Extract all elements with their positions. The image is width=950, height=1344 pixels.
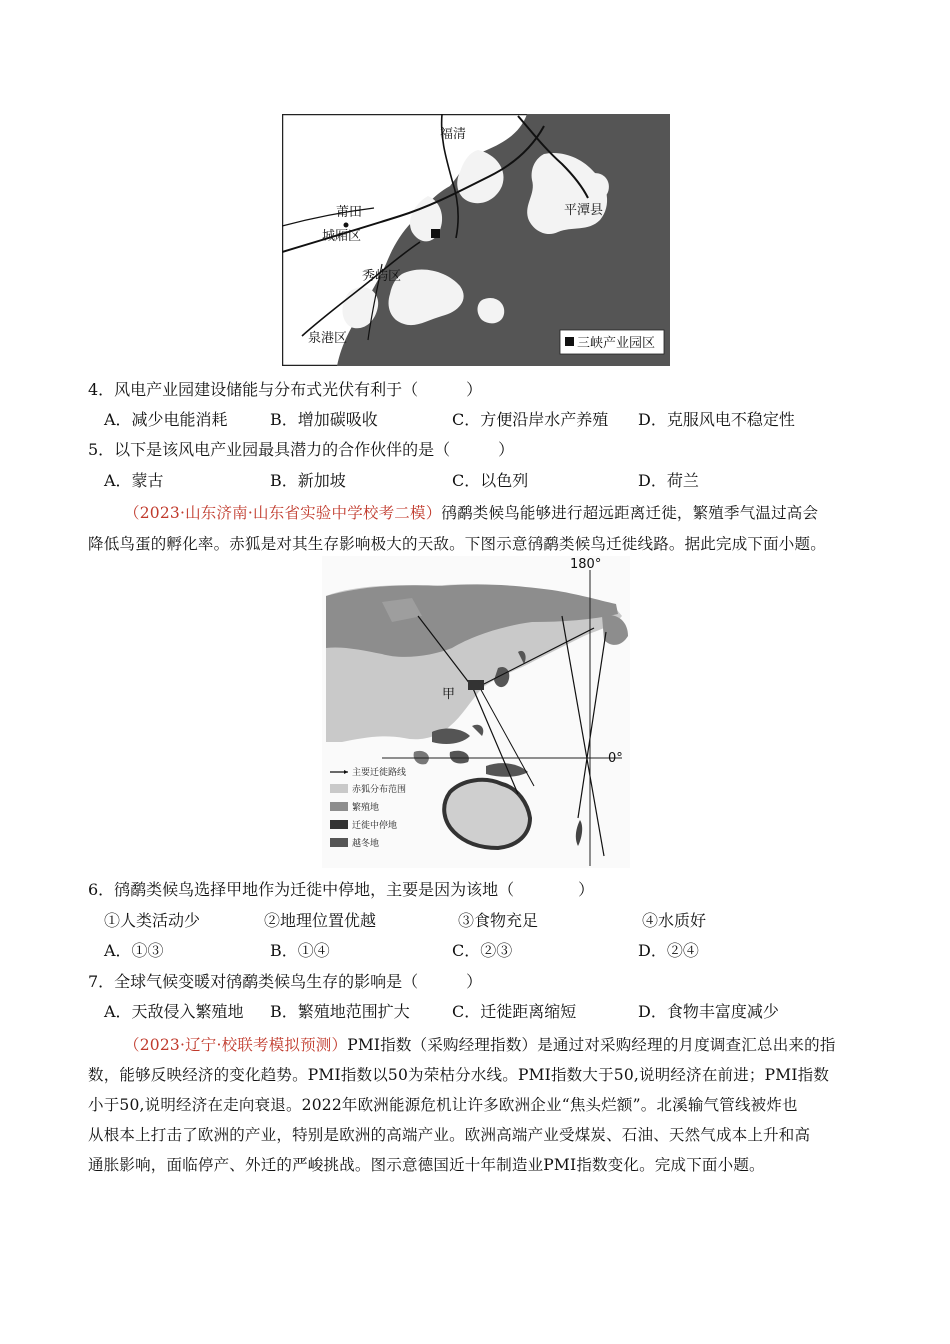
passage3-line4: 从根本上打击了欧洲的产业，特别是欧洲的高端产业。欧洲高端产业受煤炭、石油、天然气成本上升和高 [88,1126,811,1144]
q6-option-a[interactable]: A．①③ [104,941,164,960]
passage3-text1: PMI指数（采购经理指数）是通过对采购经理的月度调查汇总出来的指 [347,1036,836,1054]
passage3-line5: 通胀影响，面临停产、外迁的严峻挑战。图示意德国近十年制造业PMI指数变化。完成下面小题。 [88,1156,765,1174]
q5-option-a[interactable]: A．蒙古 [104,471,164,490]
q6-item-4: ④水质好 [642,911,707,930]
label-xiuyu: 秀屿区 [362,269,402,284]
q4-option-c[interactable]: C．方便沿岸水产养殖 [452,410,609,429]
passage3-line3: 小于50,说明经济在走向衰退。2022年欧洲能源危机让许多欧洲企业“焦头烂额”。北溪输气管线被炸也 [88,1096,798,1114]
label-pingtan: 平潭县 [564,203,604,218]
passage2-line1 [124,498,884,528]
label-180: 180° [570,557,602,572]
q7-option-b[interactable]: B．繁殖地范围扩大 [270,1002,410,1021]
label-quangang: 泉港区 [308,331,348,346]
q5-option-c[interactable]: C．以色列 [452,471,529,490]
q6-option-b[interactable]: B．①④ [270,941,330,960]
passage2-source: （2023·山东济南·山东省实验中学校考二模） [124,504,442,522]
q5-stem: 5．以下是该风电产业园最具潜力的合作伙伴的是（ ） [88,440,515,459]
legend-wintering: 越冬地 [352,839,380,849]
q5-option-d[interactable]: D．荷兰 [638,471,699,490]
q4-option-a[interactable]: A．减少电能消耗 [104,410,228,429]
label-chengxiang: 城厢区 [322,229,362,244]
q7-option-a[interactable]: A．天敌侵入繁殖地 [104,1002,244,1021]
legend-red-fox: 赤狐分布范围 [352,785,407,795]
passage3-line1 [124,1030,836,1060]
q6-item-3: ③食物充足 [458,911,539,930]
legend-sanxia-park: 三峡产业园区 [577,336,656,351]
label-putian: 莆田 [336,205,363,220]
q4-option-d[interactable]: D．克服风电不稳定性 [638,410,795,429]
label-jia: 甲 [442,687,456,702]
passage2-text2: 降低鸟蛋的孵化率。赤狐是对其生存影响极大的天敌。下图示意鸻鹬类候鸟迁徙线路。据此完成下面小题。 [88,535,826,553]
q5-option-b[interactable]: B．新加坡 [270,471,346,490]
q6-option-c[interactable]: C．②③ [452,941,513,960]
q7-option-d[interactable]: D．食物丰富度减少 [638,1002,779,1021]
q7-option-c[interactable]: C．迁徙距离缩短 [452,1002,577,1021]
q6-item-2: ②地理位置优越 [264,911,377,930]
legend-route: 主要迁徙路线 [352,768,407,778]
legend-stopover: 迁徙中停地 [352,821,398,831]
q7-stem: 7．全球气候变暖对鸻鹬类候鸟生存的影响是（ ） [88,972,483,991]
q4-option-b[interactable]: B．增加碳吸收 [270,410,378,429]
q6-item-1: ①人类活动少 [104,911,201,930]
q6-option-d[interactable]: D．②④ [638,941,699,960]
map-migration-routes [322,556,630,868]
passage3-source: （2023·辽宁·校联考模拟预测） [124,1036,348,1054]
passage2-text1: 鸻鹬类候鸟能够进行超远距离迁徙，繁殖季气温过高会 [441,504,819,522]
label-equator: 0° [608,751,623,766]
q6-stem: 6．鸻鹬类候鸟选择甲地作为迁徙中停地，主要是因为该地（ ） [88,880,595,899]
map-fujian-coast [282,114,670,366]
label-fuqing: 福清 [440,127,467,142]
passage3-line2: 数，能够反映经济的变化趋势。PMI指数以50为荣枯分水线。PMI指数大于50,说明经济在前进；PMI指数 [88,1066,830,1084]
q4-stem: 4．风电产业园建设储能与分布式光伏有利于（ ） [88,380,483,399]
legend-breeding: 繁殖地 [352,803,380,813]
